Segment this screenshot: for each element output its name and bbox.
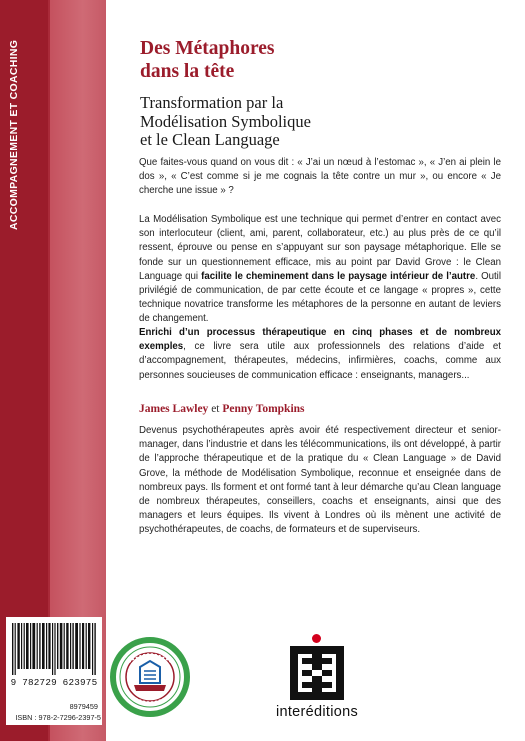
imprime-en-france-seal-icon [110, 637, 190, 717]
product-code: 8979459 [69, 702, 98, 711]
authors-bio: Devenus psychothérapeutes après avoir été respectivement directeur et senior-manager, dans l’industrie et dans les télécommunications, ils ont développé, à partir de l’approche thérapeutique et de la pratique du « Clean Language » de David Grove, la méthode de Modélisation Symbolique, reconnue et enseignée dans de nombreux pays. Ils forment et ont formé tant à leur démarche qu’au Clean language de nombreux thérapeutes, conseillers, coachs et enseignants, ainsi que des managers et leurs équipes. Ils vivent à Londres où ils mènent une activité de psychothérapeutes, de coachs, de formateurs et de superviseurs. [139, 425, 501, 536]
collection-label [8, 40, 38, 270]
intro-paragraph-3 [139, 326, 501, 383]
publisher-logo-icon [290, 646, 344, 700]
barcode-area [6, 617, 102, 725]
intro-paragraph-1: Que faites-vous quand on vous dit : « J’ai un nœud à l’estomac », « J’en ai plein le dos », « C’est comme si je me cognais la tête contre un mur », ou encore « Je cherche une issue » ? [139, 157, 501, 197]
book-title-line-1: Des Métaphores [140, 38, 275, 59]
author-1: James Lawley [139, 403, 209, 415]
book-title-line-2: dans la tête [140, 61, 235, 82]
intro-paragraph-2 [139, 213, 501, 327]
intro-paragraph-3-highlight: Enrichi d’un processus thérapeutique en cinq phases et de nombreux exemples [139, 327, 501, 353]
barcode-icon [12, 623, 96, 675]
isbn: ISBN : 978-2-7296-2397-5 [15, 713, 101, 722]
authors-heading [139, 403, 499, 415]
publisher-name: interéditions [275, 704, 359, 720]
intro-paragraph-3-rest: , ce livre sera utile aux professionnels des relations d’aide et d’accompagnement, thérapeutes, médecins, infirmières, coachs, comme aux personnes soucieuses de communication efficace : enseignants, managers... [139, 341, 501, 381]
book-subtitle [140, 94, 500, 150]
barcode-number: 9 782729 623975 [10, 677, 98, 688]
subtitle-line-2: Modélisation Symbolique [140, 111, 311, 131]
authors-connector: et [211, 403, 220, 415]
subtitle-line-1: Transformation par la [140, 93, 284, 112]
collection-label-text: ACCOMPAGNEMENT ET COACHING [8, 40, 20, 231]
intro-paragraph-2-end: . Outil privilégié de communication, de par cette écoute et ce langage « propres », cette technique novatrice transforme les métaphores de la personne en autant de leviers de changement. [139, 270, 501, 325]
intro-paragraph-2-highlight: facilite le cheminement dans le paysage intérieur de l’autre [201, 270, 476, 282]
subtitle-line-3: et le Clean Language [140, 130, 280, 149]
intro-paragraph-2-start: La Modélisation Symbolique est une technique qui permet d’entrer en contact avec son interlocuteur (client, ami, parent, collaborateur, etc.) au plus près de ce qu’il ressent, éprouve ou pense en s’appuyant sur son paysage métaphorique. Elle se fonde sur un questionnement efficace, mis au point par David Grove : le Clean Language qui [139, 214, 501, 282]
book-title [140, 37, 500, 83]
author-2: Penny Tompkins [222, 403, 305, 415]
publisher-logo-dot-icon [312, 634, 321, 643]
